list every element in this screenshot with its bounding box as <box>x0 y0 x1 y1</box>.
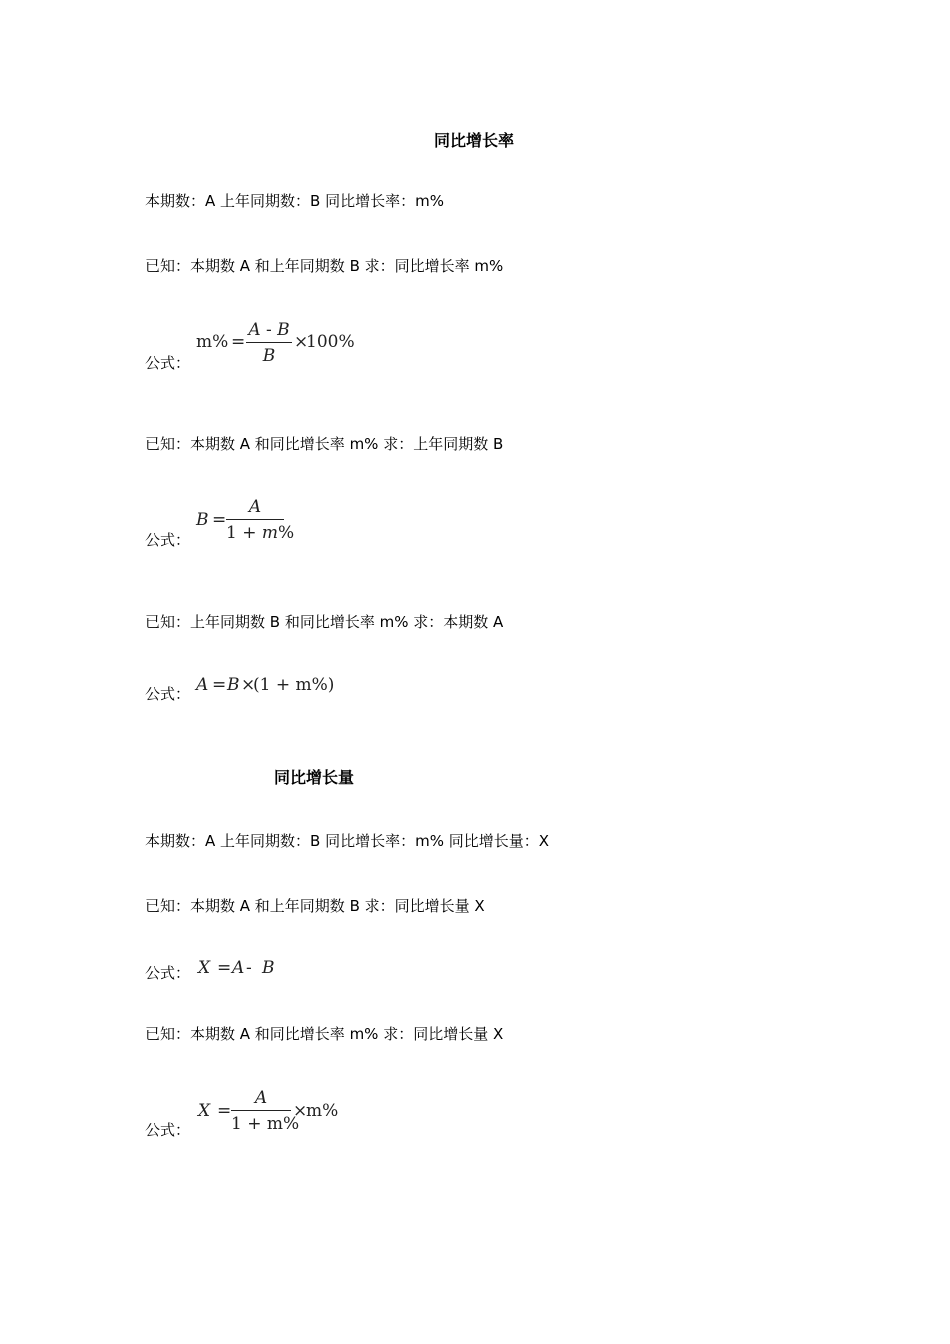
section1-case2-given: 已知：本期数 A 和同比增长率 m% 求：上年同期数 B <box>145 435 504 453</box>
formula-b: B <box>227 675 240 695</box>
fraction-bar <box>231 1110 291 1111</box>
formula-growth-amount-rate <box>198 1088 358 1140</box>
formula-eq: = <box>231 332 246 352</box>
formula-paren: (1 + m%) <box>253 675 335 695</box>
formula-factor: 100% <box>306 332 355 352</box>
fraction-bar <box>226 519 284 520</box>
section2-definitions: 本期数：A 上年同期数：B 同比增长率：m% 同比增长量：X <box>145 832 549 850</box>
section1-case1-given: 已知：本期数 A 和上年同期数 B 求：同比增长率 m% <box>145 257 504 275</box>
formula-a: A <box>232 958 245 978</box>
formula-eq: = <box>217 1101 232 1121</box>
formula-b: B <box>262 958 275 978</box>
formula-times: × <box>294 332 309 352</box>
formula-eq: = <box>217 958 232 978</box>
formula-times: × <box>241 675 256 695</box>
section2-title: 同比增长量 <box>274 768 355 787</box>
formula-factor: m% <box>306 1101 339 1121</box>
formula-fraction <box>226 497 295 543</box>
section2-case2-formula-label: 公式： <box>145 1121 191 1139</box>
section1-case3-given: 已知：上年同期数 B 和同比增长率 m% 求：本期数 A <box>145 613 504 631</box>
numerator-b: B <box>277 320 290 340</box>
formula-eq: = <box>212 675 227 695</box>
formula-times: × <box>293 1101 308 1121</box>
section1-case2-formula-label: 公式： <box>145 531 191 549</box>
numerator-a: A <box>248 320 261 340</box>
formula-lhs: B <box>196 510 209 530</box>
section1-title: 同比增长率 <box>434 131 515 150</box>
formula-lhs: m% <box>196 332 229 352</box>
fraction-bar <box>246 342 292 343</box>
formula-fraction <box>231 1088 300 1134</box>
section1-case1-formula-label: 公式： <box>145 354 191 372</box>
formula-growth-rate <box>196 320 366 370</box>
denominator: 1 + m% <box>231 1114 300 1134</box>
formula-growth-amount <box>198 958 288 982</box>
denominator-m: m <box>261 523 279 543</box>
denominator-one: 1 <box>226 523 237 543</box>
denominator-op: + <box>242 523 257 543</box>
formula-current-period <box>196 675 346 699</box>
section1-definitions: 本期数：A 上年同期数：B 同比增长率：m% <box>145 192 444 210</box>
formula-fraction <box>246 320 292 366</box>
numerator: A <box>254 1088 268 1108</box>
section2-case1-formula-label: 公式： <box>145 964 191 982</box>
numerator: A <box>248 497 262 517</box>
denominator: B <box>262 346 276 366</box>
formula-lhs: X <box>198 1101 211 1121</box>
section2-case2-given: 已知：本期数 A 和同比增长率 m% 求：同比增长量 X <box>145 1025 504 1043</box>
formula-lhs: X <box>198 958 211 978</box>
numerator-op: - <box>266 320 272 340</box>
section1-case3-formula-label: 公式： <box>145 685 191 703</box>
denominator-pct: % <box>278 523 295 543</box>
formula-lhs: A <box>196 675 209 695</box>
section2-case1-given: 已知：本期数 A 和上年同期数 B 求：同比增长量 X <box>145 897 485 915</box>
formula-eq: = <box>212 510 227 530</box>
formula-prior-period <box>196 497 306 549</box>
formula-op: - <box>246 958 252 978</box>
